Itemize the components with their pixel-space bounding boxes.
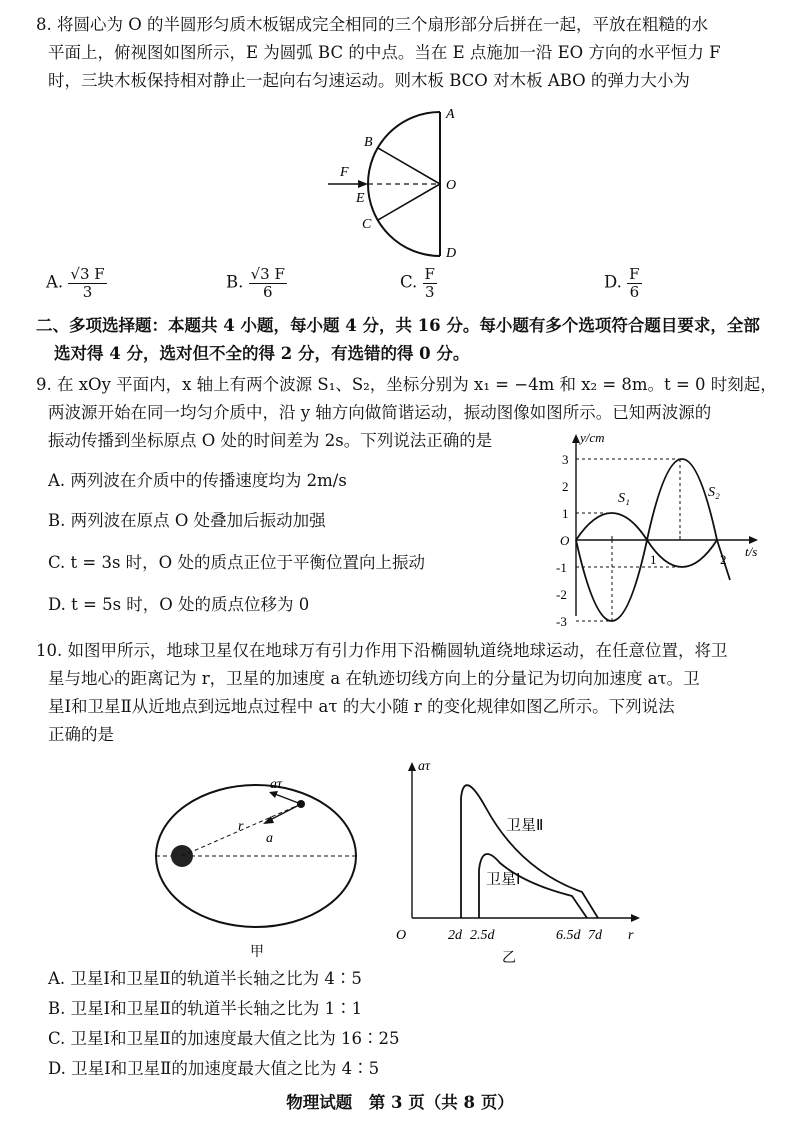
- q9-option-d[interactable]: D. t = 5s 时，O 处的质点位移为 0: [48, 595, 310, 614]
- segment-oc: [378, 184, 440, 220]
- label-s1: S₁: [618, 491, 630, 506]
- q10-text-line4: 正确的是: [48, 725, 114, 744]
- y-tick-neg1: -1: [556, 560, 567, 575]
- numerator: √3 F: [70, 265, 105, 283]
- q10-option-c[interactable]: C. 卫星Ⅰ和卫星Ⅱ的加速度最大值之比为 16∶25: [48, 1029, 400, 1048]
- label-a: a: [266, 831, 273, 846]
- q9-option-c[interactable]: C. t = 3s 时，O 处的质点正位于平衡位置向上振动: [48, 553, 425, 572]
- q9-text-line2: 两波源开始在同一均匀介质中，沿 y 轴方向做简谐运动，振动图像如图所示。已知两波源的: [48, 403, 712, 422]
- label-a: A: [446, 107, 455, 122]
- option-fraction: [68, 266, 106, 300]
- r-tick-7d: 7d: [588, 928, 602, 943]
- label-atau: aτ: [270, 777, 283, 792]
- section2-heading-line1: 二、多项选择题：本题共 4 小题，每小题 4 分，共 16 分。每小题有多个选项符合题目要求，全部: [36, 316, 760, 335]
- r-tick-2-5d: 2.5d: [470, 928, 495, 943]
- denominator: 6: [262, 282, 273, 301]
- q9-vibration-graph: [540, 430, 780, 630]
- origin-label: O: [396, 928, 407, 943]
- label-e: E: [356, 191, 365, 206]
- q10-text-line3: 星Ⅰ和卫星Ⅱ从近地点到远地点过程中 aτ 的大小随 r 的变化规律如图乙所示。下列说法: [48, 697, 675, 716]
- r-tick-2d: 2d: [448, 928, 462, 943]
- t-tick-1: 1: [650, 552, 657, 567]
- y-tick-3: 3: [562, 452, 569, 467]
- r-axis-label: r: [628, 928, 634, 943]
- y-tick-1: 1: [562, 506, 569, 521]
- y-axis-arrowhead: [408, 762, 416, 771]
- q10-text-line2: 星与地心的距离记为 r，卫星的加速度 a 在轨迹切线方向上的分量记为切向加速度 aτ。卫: [48, 669, 700, 688]
- numerator: √3 F: [250, 265, 285, 283]
- q8-semicircle-figure: [320, 100, 480, 260]
- q8-option-a[interactable]: [46, 266, 107, 300]
- y-axis-arrowhead: [572, 434, 580, 443]
- label-s2: S₂: [708, 485, 720, 500]
- q8-text-line3: 时，三块木板保持相对静止一起向右匀速运动。则木板 BCO 对木板 ABO 的弹力大小为: [48, 71, 690, 90]
- denominator: 3: [424, 282, 435, 301]
- denominator: 6: [629, 282, 640, 301]
- segment-ob: [378, 148, 440, 184]
- caption-yi: 乙: [502, 951, 516, 966]
- q9-option-b[interactable]: B. 两列波在原点 O 处叠加后振动加强: [48, 511, 326, 530]
- q10-option-a[interactable]: A. 卫星Ⅰ和卫星Ⅱ的轨道半长轴之比为 4∶5: [48, 969, 362, 988]
- label-b: B: [364, 135, 373, 150]
- label-sat1: 卫星Ⅰ: [486, 872, 521, 888]
- option-letter: C.: [400, 272, 418, 292]
- t-axis-label: t/s: [745, 544, 758, 559]
- label-d: D: [446, 246, 457, 260]
- y-tick-neg3: -3: [556, 614, 567, 629]
- numerator: F: [629, 265, 640, 283]
- caption-jia: 甲: [250, 945, 264, 960]
- page-footer: 物理试题 第 3 页（共 8 页）: [286, 1093, 514, 1112]
- y-axis-label: aτ: [418, 759, 431, 774]
- y-axis-label: y/cm: [580, 430, 605, 445]
- q8-option-d[interactable]: [604, 266, 642, 300]
- option-letter: A.: [46, 272, 64, 292]
- option-fraction: [423, 266, 437, 300]
- label-r: r: [238, 819, 244, 834]
- label-f: F: [340, 165, 349, 180]
- q10-option-b[interactable]: B. 卫星Ⅰ和卫星Ⅱ的轨道半长轴之比为 1∶1: [48, 999, 363, 1018]
- option-fraction: [249, 266, 287, 300]
- t-axis-arrowhead: [749, 536, 758, 544]
- q9-option-a[interactable]: A. 两列波在介质中的传播速度均为 2m/s: [48, 471, 347, 490]
- curve-sat2: [461, 785, 598, 918]
- q8-option-c[interactable]: [400, 266, 437, 300]
- q8-text-line2: 平面上，俯视图如图所示，E 为圆弧 BC 的中点。当在 E 点施加一沿 EO 方向的水平恒力 F: [48, 43, 721, 62]
- origin-label: O: [560, 533, 570, 548]
- option-letter: D.: [604, 272, 622, 292]
- accel-atau-arrow: [275, 794, 301, 804]
- q8-text-line1: 8. 将圆心为 O 的半圆形匀质木板锯成完全相同的三个扇形部分后拼在一起，平放在粗糙的水: [36, 15, 709, 34]
- q10-atau-r-graph: [390, 758, 650, 968]
- q10-text-line1: 10. 如图甲所示，地球卫星仅在地球万有引力作用下沿椭圆轨道绕地球运动，在任意位置，将卫: [36, 641, 728, 660]
- denominator: 3: [82, 282, 93, 301]
- y-tick-2: 2: [562, 479, 569, 494]
- q8-option-b[interactable]: [226, 266, 287, 300]
- y-tick-neg2: -2: [556, 587, 567, 602]
- force-f-arrowhead: [358, 180, 368, 188]
- accel-a-arrow: [270, 804, 301, 820]
- numerator: F: [424, 265, 435, 283]
- q10-ellipse-orbit-figure: [150, 770, 375, 960]
- r-tick-6-5d: 6.5d: [556, 928, 581, 943]
- option-fraction: [627, 266, 641, 300]
- option-letter: B.: [226, 272, 244, 292]
- section2-heading-line2: 选对得 4 分，选对但不全的得 2 分，有选错的得 0 分。: [54, 344, 470, 363]
- label-sat2: 卫星Ⅱ: [506, 818, 544, 834]
- t-tick-2: 2: [720, 552, 727, 567]
- q9-text-line1: 9. 在 xOy 平面内，x 轴上有两个波源 S₁、S₂，坐标分别为 x₁ = −4m 和 x₂ = 8m。t = 0 时刻起，: [36, 375, 777, 394]
- q9-text-line3: 振动传播到坐标原点 O 处的时间差为 2s。下列说法正确的是: [48, 431, 493, 450]
- r-axis-arrowhead: [631, 914, 640, 922]
- q10-option-d[interactable]: D. 卫星Ⅰ和卫星Ⅱ的加速度最大值之比为 4∶5: [48, 1059, 380, 1078]
- label-o: O: [446, 178, 457, 193]
- label-c: C: [362, 217, 372, 232]
